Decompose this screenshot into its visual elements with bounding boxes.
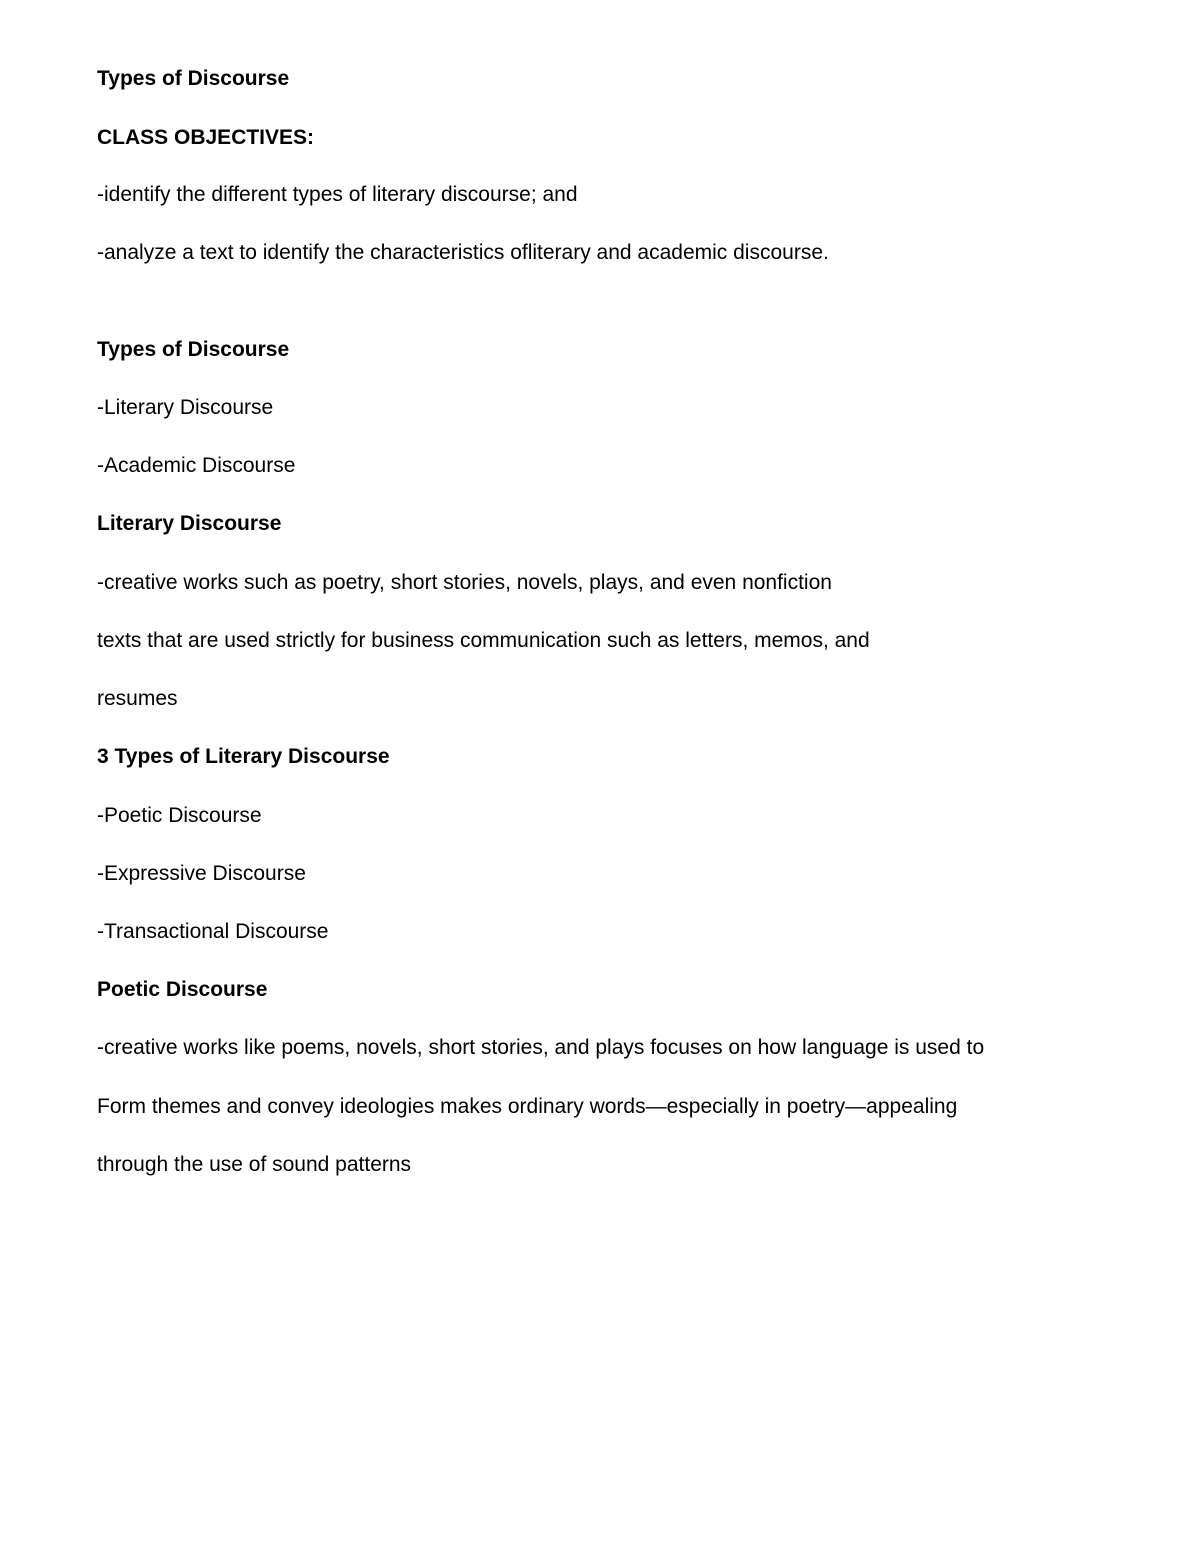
objectives-heading: CLASS OBJECTIVES: xyxy=(97,126,315,149)
literary-discourse-heading: Literary Discourse xyxy=(97,512,282,535)
literary-text-line: -creative works such as poetry, short stories, novels, plays, and even nonfiction xyxy=(97,571,832,594)
types-heading: Types of Discourse xyxy=(97,338,290,361)
type-item: -Literary Discourse xyxy=(97,396,274,419)
type-item: -Academic Discourse xyxy=(97,454,296,477)
poetic-discourse-heading: Poetic Discourse xyxy=(97,978,268,1001)
three-types-heading: 3 Types of Literary Discourse xyxy=(97,745,390,768)
literary-type-item: -Expressive Discourse xyxy=(97,862,306,885)
poetic-text-line: -creative works like poems, novels, short stories, and plays focuses on how language is used to xyxy=(97,1036,985,1059)
poetic-text-line: Form themes and convey ideologies makes ordinary words—especially in poetry—appealing xyxy=(97,1095,958,1118)
poetic-text-line: through the use of sound patterns xyxy=(97,1153,412,1176)
document-title: Types of Discourse xyxy=(97,67,290,90)
objective-item: -identify the different types of literary discourse; and xyxy=(97,183,578,206)
literary-text-line: resumes xyxy=(97,687,178,710)
objective-item: -analyze a text to identify the characteristics ofliterary and academic discourse. xyxy=(97,241,829,264)
literary-type-item: -Transactional Discourse xyxy=(97,920,329,943)
literary-text-line: texts that are used strictly for business communication such as letters, memos, and xyxy=(97,629,870,652)
literary-type-item: -Poetic Discourse xyxy=(97,804,262,827)
